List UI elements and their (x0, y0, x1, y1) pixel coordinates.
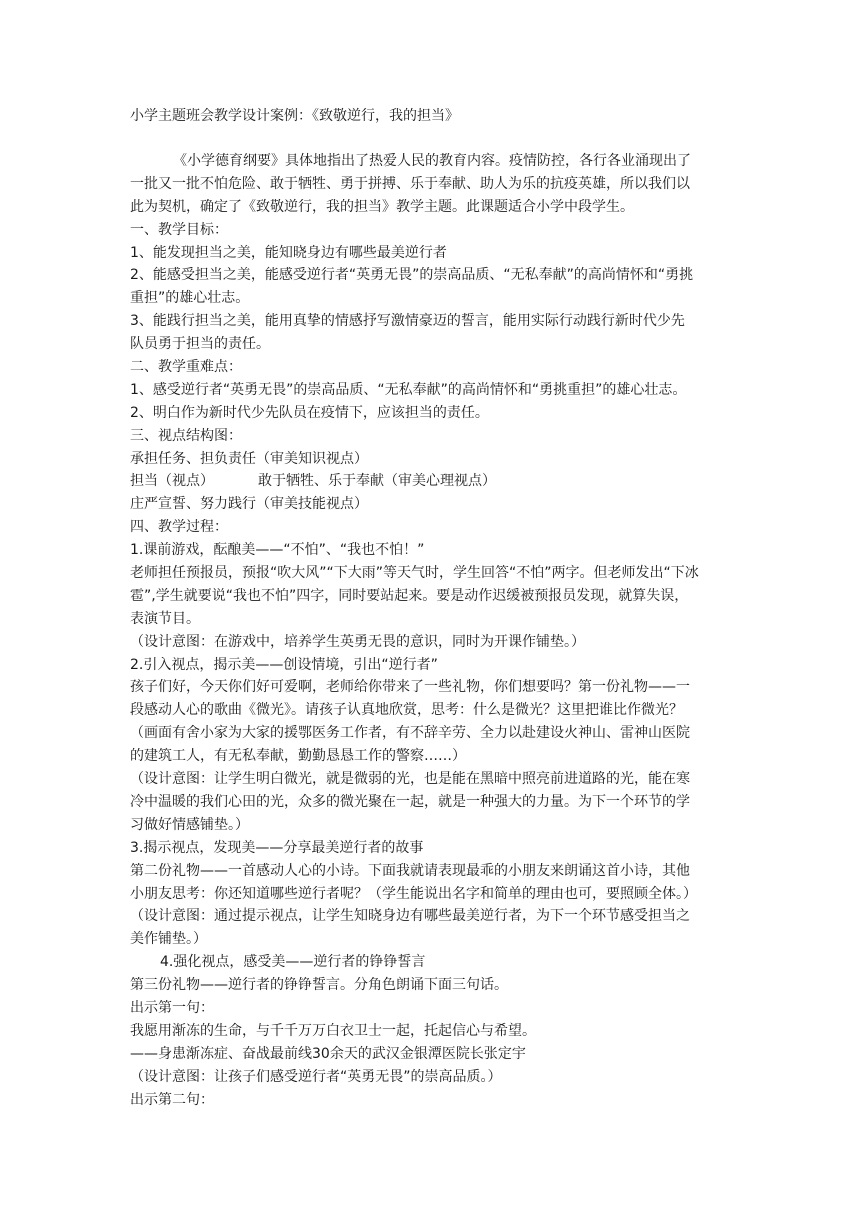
paragraph-line: 小朋友思考：你还知道哪些逆行者呢？（学生能说出名字和简单的理由也可，要照顾全体。） (130, 885, 697, 902)
paragraph-line: 此为契机，确定了《致敬逆行，我的担当》教学主题。此课题适合小学中段学生。 (130, 198, 634, 215)
quote-attribution: ——身患渐冻症、奋战最前线30余天的武汉金银潭医院长张定宇 (130, 1045, 526, 1062)
paragraph-line: 出示第一句： (130, 999, 214, 1016)
structure-line: 庄严宣誓、努力践行（审美技能视点） (130, 496, 368, 513)
paragraph-line: 段感动人心的歌曲《微光》。请孩子认真地欣赏，思考：什么是微光？这里把谁比作微光？ (130, 702, 683, 719)
structure-right: 敢于牺牲、乐于奉献（审美心理视点） (258, 473, 496, 490)
paragraph-line: 老师担任预报员，预报“吹大风”“下大雨”等天气时，学生回答“不怕”两字。但老师发出“下冰 (130, 565, 699, 582)
quote-line: 我愿用渐冻的生命，与千千万万白衣卫士一起，托起信心与希望。 (130, 1022, 536, 1039)
paragraph-line: 一批又一批不怕危险、敢于牺牲、勇于拼搏、乐于奉献、助人为乐的抗疫英雄，所以我们以 (130, 175, 690, 192)
design-intent: （设计意图：在游戏中，培养学生英勇无畏的意识，同时为开课作铺垫。） (130, 633, 585, 650)
step-heading: 1.课前游戏，酝酿美——“不怕”、“我也不怕！” (130, 542, 425, 559)
design-intent: 冷中温暖的我们心田的光，众多的微光聚在一起，就是一种强大的力量。为下一个环节的学 (130, 793, 690, 810)
structure-line (130, 470, 730, 493)
paragraph-line: 第三份礼物——逆行者的铮铮誓言。分角色朗诵下面三句话。 (130, 977, 508, 994)
design-intent: （设计意图：通过提示视点，让学生知晓身边有哪些最美逆行者，为下一个环节感受担当之 (130, 908, 690, 925)
paragraph-line: 队员勇于担当的责任。 (130, 336, 270, 353)
document-title: 小学主题班会教学设计案例：《致敬逆行，我的担当》 (130, 108, 459, 124)
document-body (130, 150, 730, 1111)
paragraph-line: 《小学德育纲要》具体地指出了热爱人民的教育内容。疫情防控，各行各业涌现出了 (173, 153, 691, 169)
structure-line: 承担任务、担负责任（审美知识视点） (130, 450, 368, 467)
paragraph-line: 2、能感受担当之美，能感受逆行者“英勇无畏”的崇高品质、“无私奉献”的高尚情怀和“勇挑 (130, 267, 694, 284)
step-heading: 4.强化视点，感受美——逆行者的铮铮誓言 (160, 954, 426, 971)
paragraph-line: 重担”的雄心壮志。 (130, 290, 250, 307)
paragraph-line: （画面有舍小家为大家的援鄂医务工作者，有不辞辛劳、全力以赴建设火神山、雷神山医院 (130, 725, 690, 742)
design-intent: 习做好情感铺垫。） (130, 816, 249, 833)
paragraph-line: 的建筑工人，有无私奉献，勤勤恳恳工作的警察……） (130, 748, 466, 765)
section-heading: 三、视点结构图： (130, 427, 242, 444)
section-heading: 二、教学重难点： (130, 359, 242, 376)
design-intent: （设计意图：让学生明白微光，就是微弱的光，也是能在黑暗中照亮前进道路的光，能在寒 (130, 771, 690, 788)
design-intent: 美作铺垫。） (130, 931, 207, 948)
step-heading: 2.引入视点，揭示美——创设情境，引出“逆行者” (130, 656, 438, 673)
paragraph-line: 1、能发现担当之美，能知晓身边有哪些最美逆行者 (130, 244, 447, 261)
paragraph-line: 孩子们好，今天你们好可爱啊，老师给你带来了一些礼物，你们想要吗？第一份礼物——一 (130, 679, 690, 696)
section-heading: 四、教学过程： (130, 519, 228, 536)
section-heading: 一、教学目标： (130, 221, 228, 238)
paragraph-line: 2、明白作为新时代少先队员在疫情下，应该担当的责任。 (130, 404, 489, 421)
paragraph-line: 雹”,学生就要说“我也不怕”四字，同时要站起来。要是动作迟缓被预报员发现，就算失误， (130, 587, 689, 604)
paragraph-line: 第二份礼物——一首感动人心的小诗。下面我就请表现最乖的小朋友来朗诵这首小诗，其他 (130, 862, 690, 879)
step-heading: 3.揭示视点，发现美——分享最美逆行者的故事 (130, 839, 424, 856)
structure-center: 担当（视点） (130, 473, 214, 490)
paragraph-line: 3、能践行担当之美，能用真挚的情感抒写激情豪迈的誓言，能用实际行动践行新时代少先 (130, 313, 685, 330)
paragraph-line: 出示第二句： (130, 1091, 214, 1108)
design-intent: （设计意图：让孩子们感受逆行者“英勇无畏”的崇高品质。） (130, 1068, 502, 1085)
paragraph-line: 表演节目。 (130, 610, 200, 627)
paragraph-line: 1、感受逆行者“英勇无畏”的崇高品质、“无私奉献”的高尚情怀和“勇挑重担”的雄心壮志。 (130, 381, 687, 398)
